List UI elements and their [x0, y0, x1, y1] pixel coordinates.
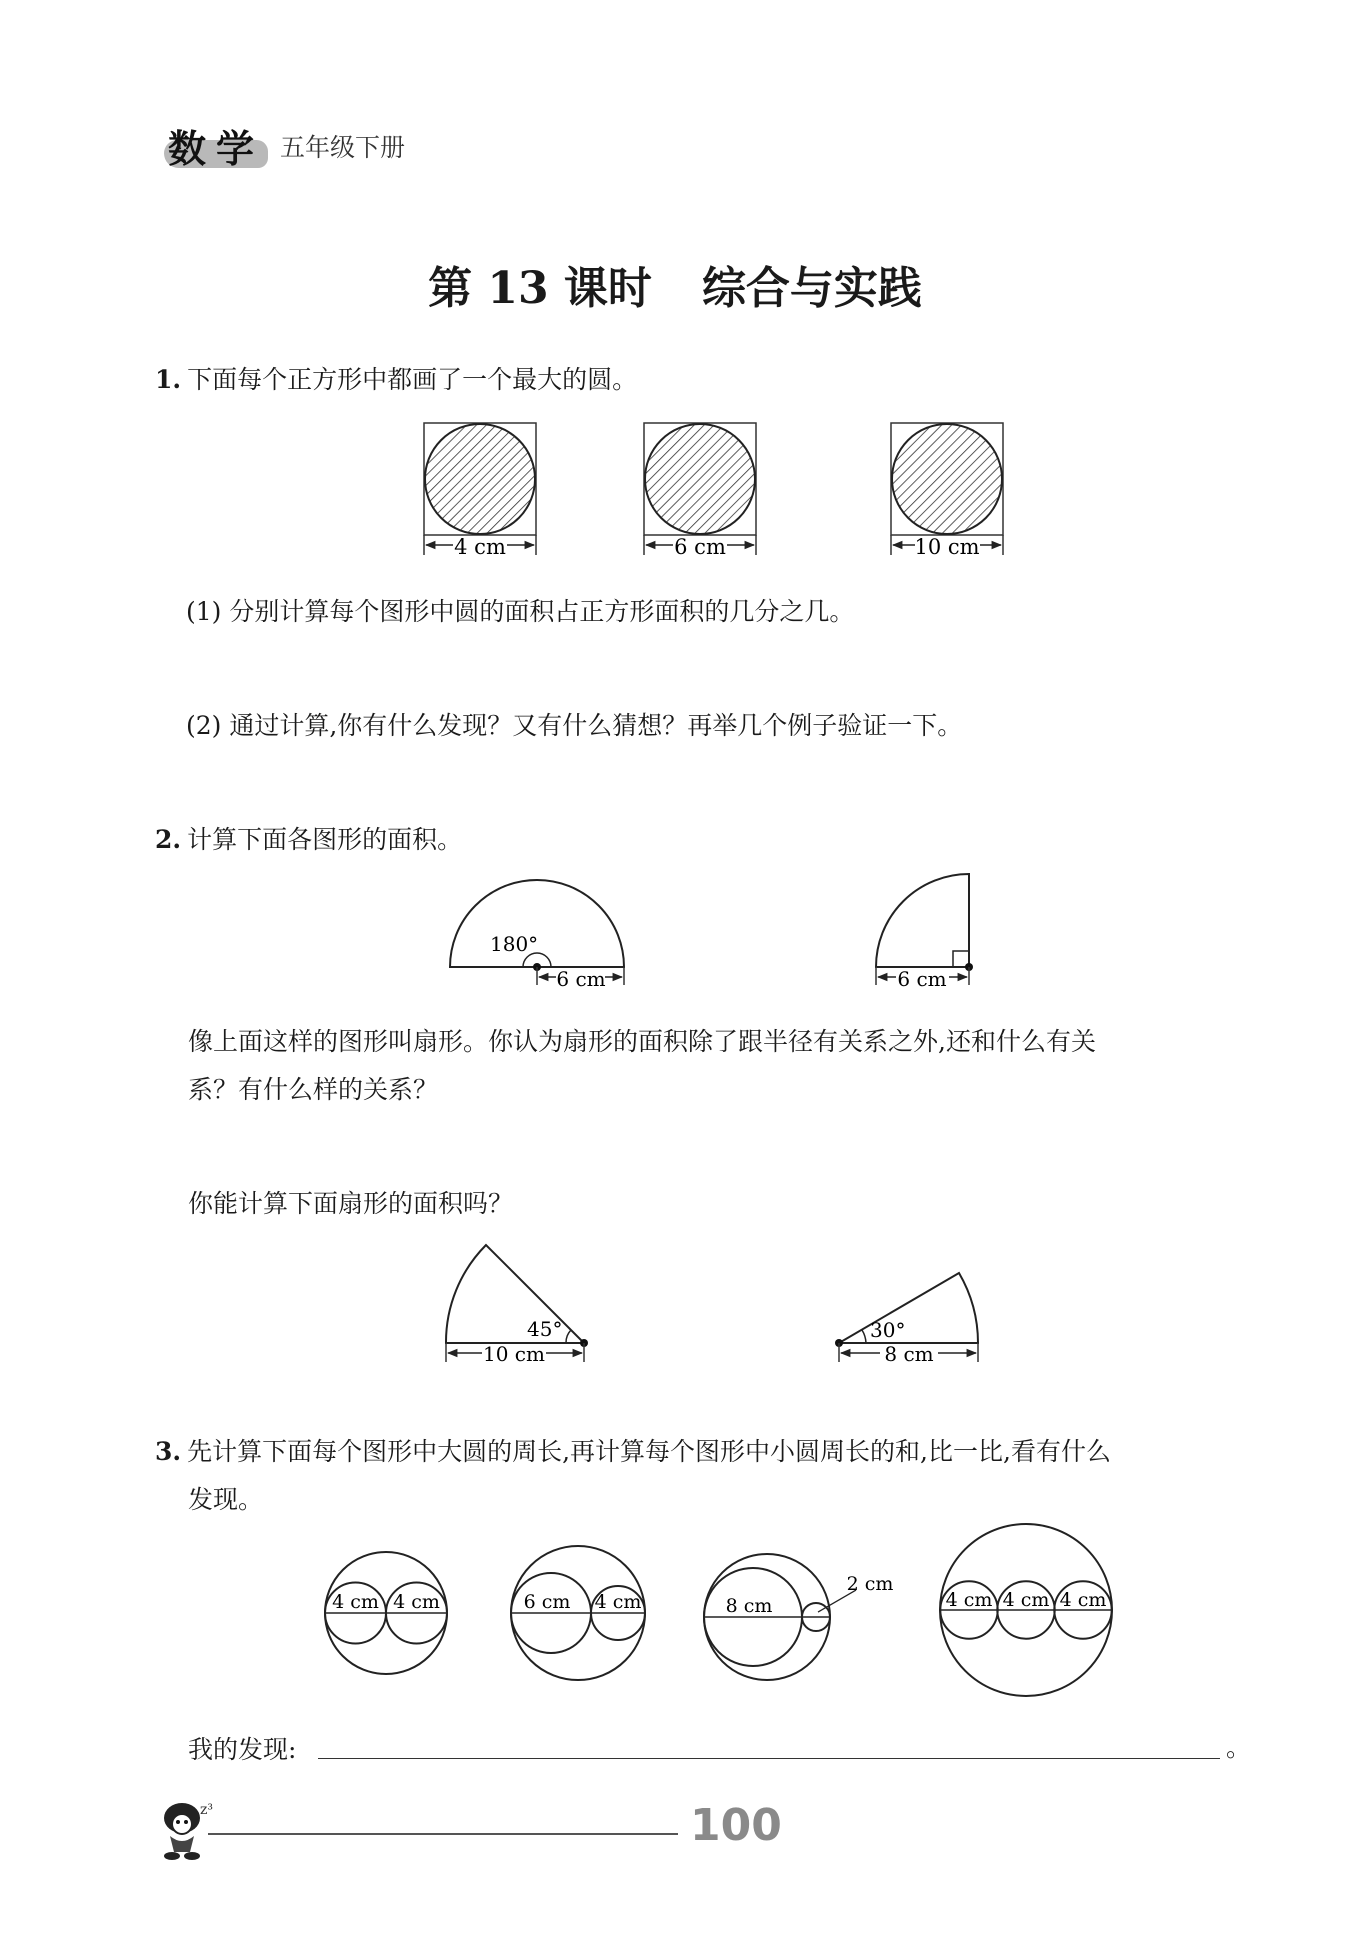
circles-figure-3	[704, 1554, 893, 1680]
lesson-number: 第 13 课时	[428, 263, 652, 314]
sector-angle-label: 45°	[527, 1317, 563, 1341]
square-figure-3	[891, 423, 1003, 559]
sector-question: 你能计算下面扇形的面积吗？	[188, 1189, 514, 1218]
mascot-icon	[164, 1802, 213, 1860]
sector-45-figure	[446, 1245, 588, 1366]
square-side-label: 4 cm	[454, 535, 506, 559]
lesson-topic: 综合与实践	[701, 263, 922, 314]
findings-period: 。	[1226, 1733, 1252, 1762]
sector-angle-label: 30°	[870, 1318, 906, 1342]
sector-90-figure	[876, 874, 973, 991]
circles-figure-2	[511, 1546, 645, 1680]
subject-label: 数学	[168, 127, 265, 171]
question-number: 2.	[155, 825, 182, 854]
sector-paragraph-line-1: 像上面这样的图形叫扇形。你认为扇形的面积除了跟半径有关系之外,还和什么有关	[188, 1027, 1096, 1056]
diameter-label: 4 cm	[945, 1589, 993, 1611]
question-3	[155, 1432, 1111, 1468]
diameter-label: 8 cm	[725, 1595, 773, 1617]
question-text: 下面每个正方形中都画了一个最大的圆。	[187, 365, 638, 394]
sector-paragraph-line-2: 系？有什么样的关系？	[188, 1075, 439, 1104]
question-1-part-2: (2) 通过计算,你有什么发现？又有什么猜想？再举几个例子验证一下。	[186, 711, 963, 740]
diameter-label: 4 cm	[1059, 1589, 1107, 1611]
diameter-label: 2 cm	[846, 1573, 894, 1595]
circles-figure-1	[325, 1552, 447, 1674]
findings-label: 我的发现:	[188, 1735, 297, 1764]
sector-radius-label: 8 cm	[884, 1342, 934, 1366]
sector-30-figure	[835, 1273, 978, 1366]
page-number: 100	[690, 1800, 782, 1851]
footer-rule	[208, 1833, 678, 1835]
question-3-text-line-2: 发现。	[188, 1485, 264, 1514]
sector-angle-label: 180°	[490, 932, 539, 956]
svg-text:z³: z³	[200, 1802, 213, 1818]
sector-radius-label: 6 cm	[556, 967, 606, 991]
question-2	[155, 820, 462, 856]
question-1-part-1: (1) 分别计算每个图形中圆的面积占正方形面积的几分之几。	[186, 597, 855, 626]
square-side-label: 6 cm	[674, 535, 726, 559]
diameter-label: 4 cm	[393, 1591, 440, 1613]
question-text: 先计算下面每个图形中大圆的周长,再计算每个图形中小圆周长的和,比一比,看有什么	[187, 1437, 1111, 1466]
diameter-label: 4 cm	[332, 1591, 379, 1613]
square-side-label: 10 cm	[914, 535, 980, 559]
square-figure-1	[424, 423, 536, 559]
diameter-label: 6 cm	[523, 1591, 571, 1613]
question-number: 1.	[155, 365, 182, 394]
grade-label: 五年级下册	[280, 133, 406, 162]
square-figure-2	[644, 423, 756, 559]
diameter-label: 4 cm	[1002, 1589, 1050, 1611]
sector-180-figure	[450, 880, 624, 991]
diameter-label: 4 cm	[594, 1591, 642, 1613]
findings-answer-line[interactable]	[318, 1758, 1220, 1759]
question-text: 计算下面各图形的面积。	[187, 825, 463, 854]
question-number: 3.	[155, 1437, 182, 1466]
sector-radius-label: 6 cm	[897, 967, 947, 991]
sector-radius-label: 10 cm	[483, 1342, 545, 1366]
circles-figure-4	[940, 1524, 1112, 1696]
